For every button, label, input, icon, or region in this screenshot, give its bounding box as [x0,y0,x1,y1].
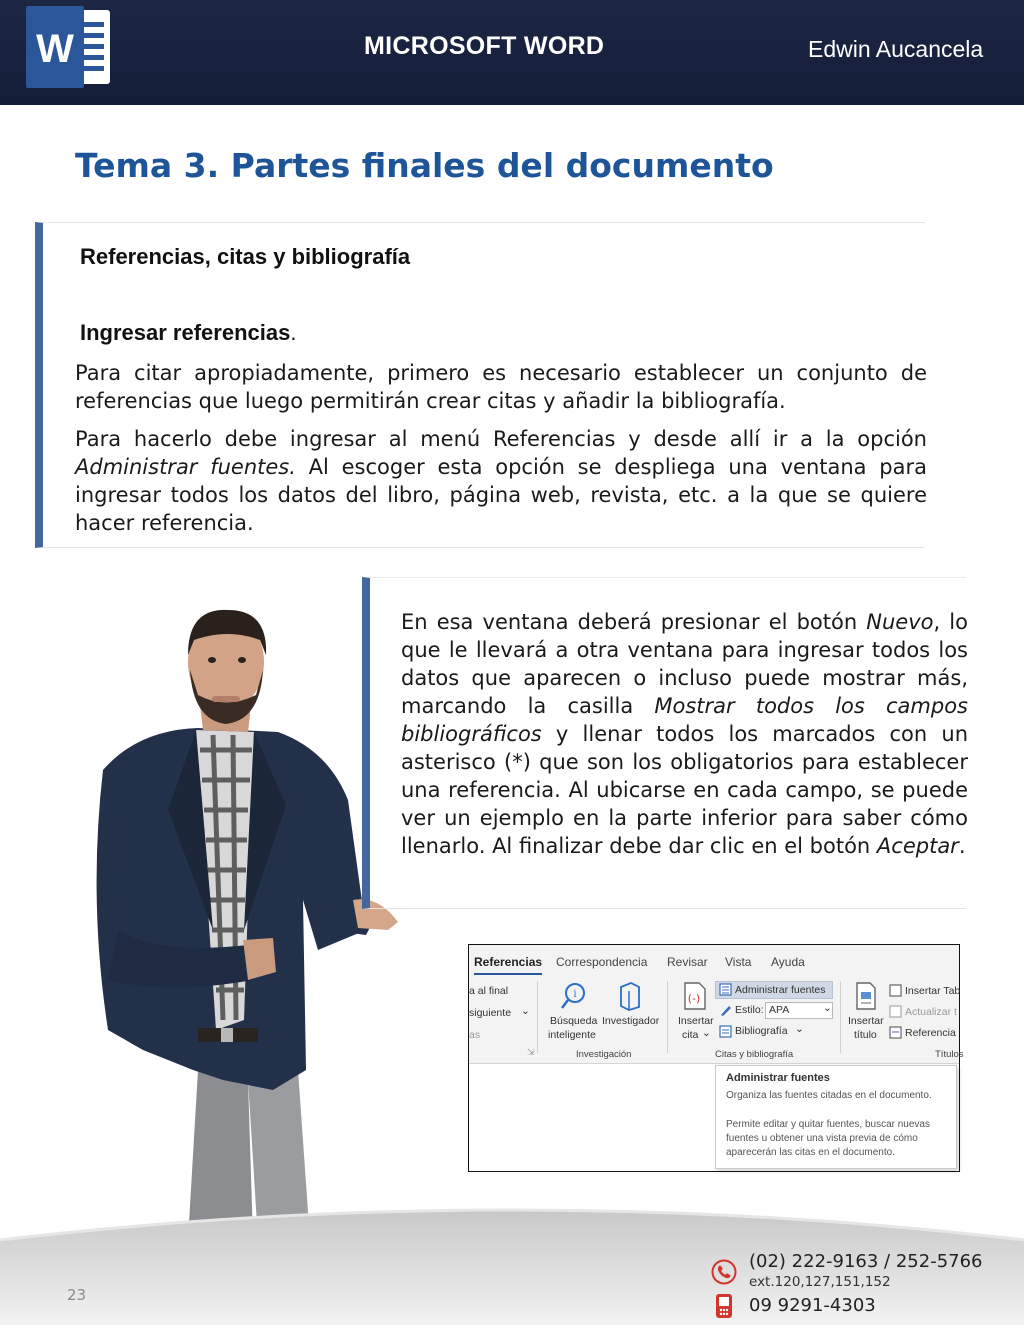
word-logo-letter: W [36,27,74,71]
s2-text-d: . [958,834,966,858]
referencia-cruzada-button[interactable]: Referencia [905,1027,956,1039]
tooltip-line-2: Permite editar y quitar fuentes, buscar nuevas fuentes u obtener una vista previa de cómo aparecerán las citas en el documento. [726,1119,930,1158]
administrar-fuentes-label: Administrar fuentes [735,984,826,996]
group-investigacion: Investigación [576,1049,632,1060]
section-1-heading-tail: . [290,320,297,345]
p2-italic: Administrar fuentes. [75,455,296,479]
dialog-launcher-icon[interactable]: ⇲ [527,1047,535,1057]
svg-text:i: i [573,989,577,1000]
insert-table-figures-icon [889,984,902,997]
researcher-icon[interactable] [617,981,643,1011]
ribbon-cut-item-3: as [469,1029,481,1041]
s2-italic-nuevo: Nuevo [866,610,934,634]
section-1-subtitle: Referencias, citas y bibliografía [80,244,411,269]
insertar-cita-label-2: cita [682,1029,699,1041]
administrar-fuentes-tooltip [715,1065,957,1169]
update-table-icon [889,1005,902,1018]
svg-text:(-): (-) [687,992,701,1005]
ribbon-screenshot [468,944,964,1172]
ribbon-separator [667,981,668,1053]
cross-reference-icon [889,1026,902,1039]
section-1-paragraph-2 [75,425,927,537]
mobile-number: 09 9291-4303 [749,1295,876,1316]
group-titulos: Títulos [935,1049,964,1060]
s2-text-b: , lo que le llevará a otra ventana para ingresar todos los datos que aparecen o incluso puede mostrar más, marcando la casilla [401,610,968,718]
s2-text-c: y llenar todos los marcados con un asterisco (*) que son los obligatorios para establecer una referencia. Al ubicarse en cada campo, se puede ver un ejemplo en la parte inferior para saber cómo llenarlo. Al finalizar debe dar clic en el botón [401,722,968,858]
tab-referencias[interactable]: Referencias [474,955,543,969]
insertar-titulo-label-1: Insertar [848,1015,884,1027]
style-icon [719,1004,732,1017]
busqueda-label-1: Búsqueda [550,1015,598,1027]
insert-citation-icon[interactable] [681,981,709,1011]
chevron-down-icon: ⌄ [795,1023,804,1035]
bibliography-icon [719,1025,732,1038]
insert-caption-icon[interactable] [854,981,878,1011]
page-header [0,0,1024,105]
ribbon-tab-bar [469,945,959,975]
tab-vista[interactable]: Vista [725,955,752,969]
estilo-value: APA [769,1004,790,1016]
ribbon-separator [840,981,841,1053]
ribbon-cut-item-1[interactable]: a al final [469,985,509,997]
section-1-heading-bold: Ingresar referencias [80,320,291,345]
s2-italic-mostrar: Mostrar todos los campos bibliográficos [401,694,969,746]
p2-text-b: Al escoger esta opción se despliega una ventana para ingresar todos los datos del libro, página web, revista, etc. a la que se quiere hacer referencia. [75,455,927,535]
manage-sources-icon [719,983,732,996]
p2-text-a: Para hacerlo debe ingresar al menú Referencias y desde allí ir a la opción [75,427,927,451]
insertar-tabla-button[interactable]: Insertar Tab [905,985,961,997]
ribbon-separator [537,981,538,1053]
phone-icon [711,1259,737,1285]
header-app-title: MICROSOFT WORD [364,32,605,60]
estilo-label: Estilo: [735,1004,764,1016]
phone-number: (02) 222-9163 / 252-5766 [749,1251,983,1272]
s2-italic-aceptar: Aceptar [876,834,959,858]
tab-revisar[interactable]: Revisar [667,955,708,969]
word-logo-icon [26,6,114,88]
insertar-titulo-label-2: título [854,1029,877,1041]
actualizar-tabla-button: Actualizar t [905,1006,957,1018]
smart-lookup-icon[interactable] [560,981,588,1011]
group-citas-bibliografia: Citas y bibliografía [715,1049,794,1060]
tab-ayuda[interactable]: Ayuda [771,955,805,969]
mobile-phone-icon [713,1293,735,1319]
phone-extensions: ext.120,127,151,152 [749,1274,891,1290]
header-author: Edwin Aucancela [808,36,984,62]
bibliografia-button[interactable]: Bibliografía [735,1025,788,1037]
investigador-label: Investigador [602,1015,660,1027]
chevron-down-icon: ⌄ [823,1002,832,1014]
section-1-heading [80,320,296,346]
section-2-paragraph [401,608,968,860]
chevron-down-icon: ⌄ [702,1027,711,1039]
ribbon-body [469,975,959,1064]
section-1-paragraph-1: Para citar apropiadamente, primero es necesario establecer un conjunto de referencias que luego permitirán crear citas y añadir la bibliografía. [75,361,927,413]
insertar-cita-label-1: Insertar [678,1015,714,1027]
s2-text-a: En esa ventana deberá presionar el botón [401,610,867,634]
page-number: 23 [67,1286,87,1304]
ribbon-cut-item-2[interactable]: siguiente [469,1007,512,1019]
tab-correspondencia[interactable]: Correspondencia [556,955,648,969]
presenter-man-illustration [48,600,408,1240]
busqueda-label-2: inteligente [548,1029,596,1041]
chevron-down-icon: ⌄ [521,1005,530,1017]
topic-title: Tema 3. Partes finales del documento [75,146,774,185]
tooltip-title: Administrar fuentes [726,1072,830,1084]
tooltip-line-1: Organiza las fuentes citadas en el documento. [726,1090,932,1101]
